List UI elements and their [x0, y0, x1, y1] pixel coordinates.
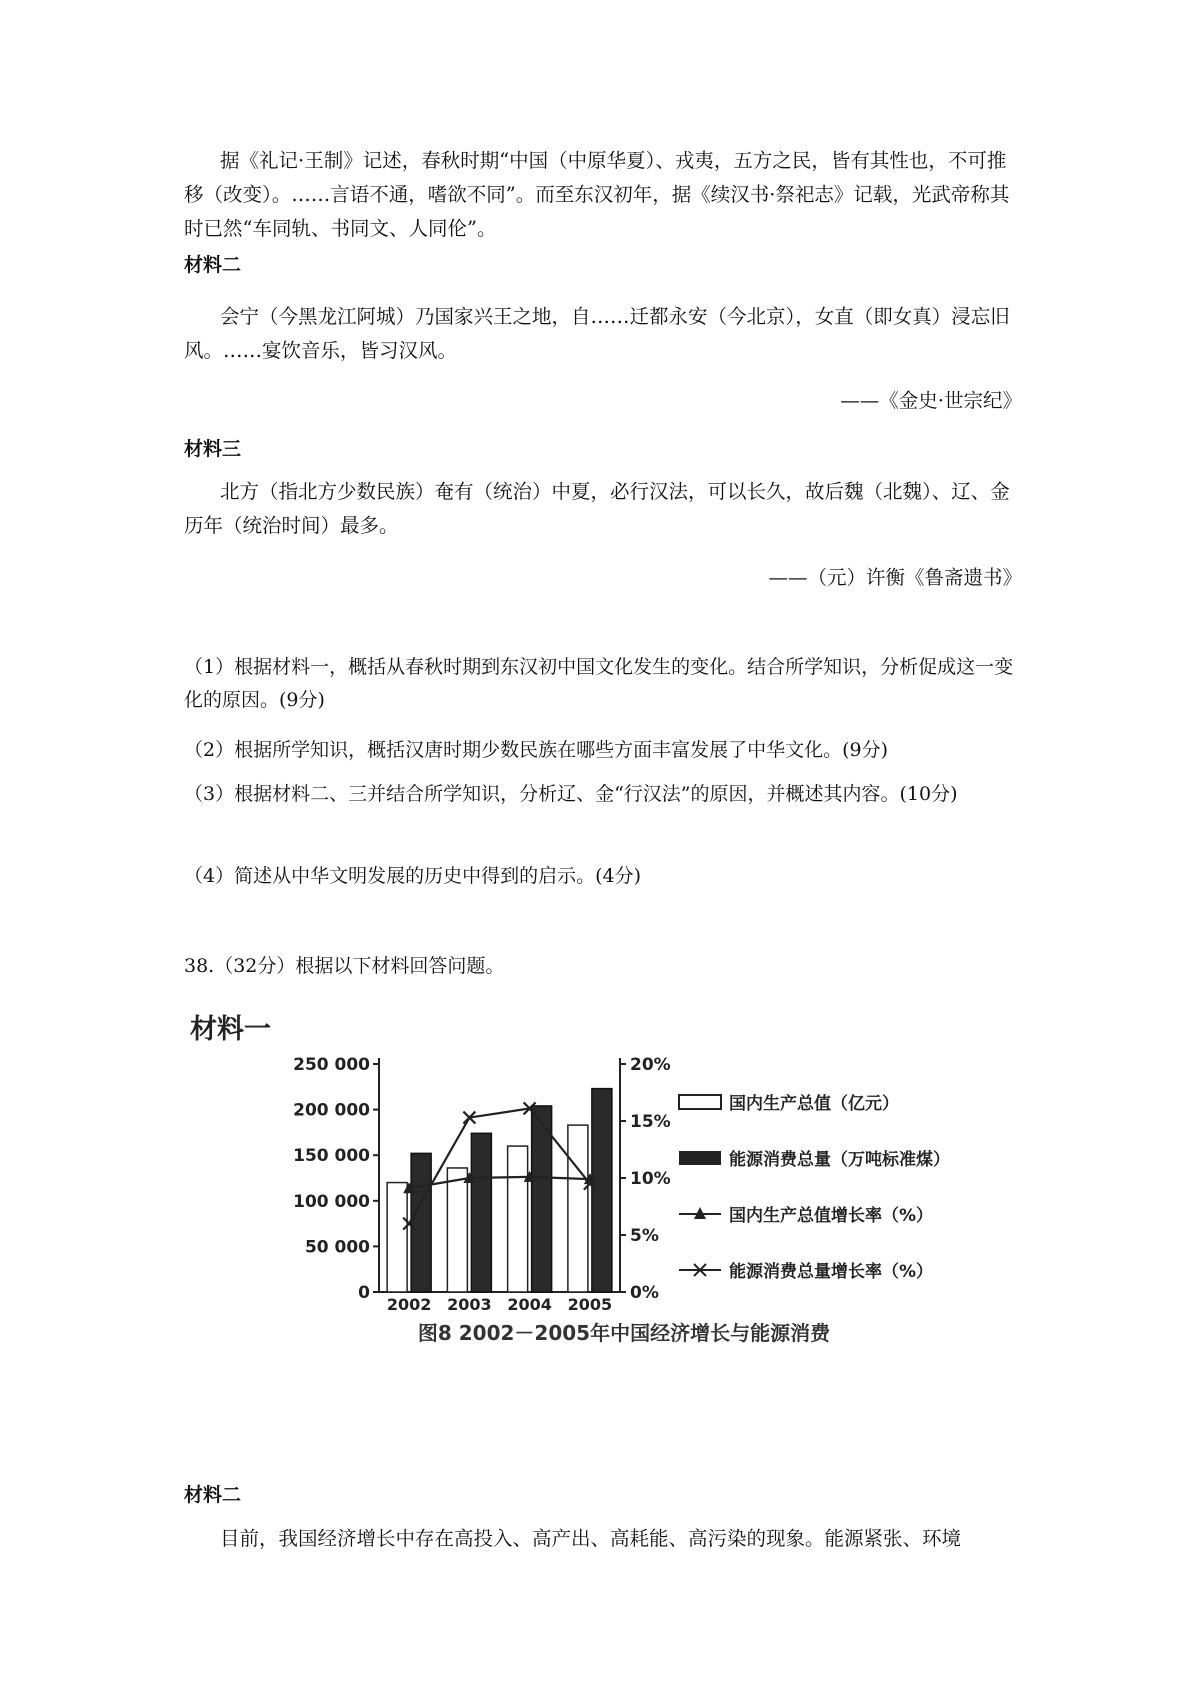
x-tick-label: 2005	[567, 1295, 613, 1314]
legend-label: 国内生产总值增长率（%）	[729, 1206, 934, 1226]
x-tick-label: 2004	[507, 1295, 552, 1314]
legend-label: 能源消费总量（万吨标准煤）	[729, 1150, 950, 1170]
bar-gdp	[387, 1183, 407, 1292]
question-2: （2）根据所学知识，概括汉唐时期少数民族在哪些方面丰富发展了中华文化。(9分)	[184, 739, 889, 761]
material2b-paragraph: 目前，我国经济增长中存在高投入、高产出、高耗能、高污染的现象。能源紧张、环境	[220, 1527, 962, 1550]
material1-paragraph: 据《礼记·王制》记述，春秋时期“中国（中原华夏）、戎夷，五方之民，皆有其性也，不可推移（改变）。……言语不通，嗜欲不同”。而至东汉初年，据《续汉书·祭祀志》记载，光武帝称其时已然“车同轨、书同文、人同伦”。	[184, 149, 1010, 240]
bar-energy	[592, 1089, 612, 1292]
right-tick-label: 15%	[630, 1112, 671, 1132]
material2-heading: 材料二	[184, 254, 242, 276]
right-tick-label: 20%	[630, 1055, 671, 1075]
right-tick-label: 5%	[630, 1226, 659, 1246]
x-tick-label: 2002	[386, 1295, 432, 1314]
plot-area	[293, 1055, 671, 1314]
material2b-heading: 材料二	[184, 1484, 242, 1506]
right-tick-label: 0%	[630, 1283, 659, 1303]
left-tick-label: 150 000	[293, 1146, 370, 1167]
material3-source: ——（元）许衡《鲁斋遗书》	[768, 566, 1022, 589]
question-1: （1）根据材料一，概括从春秋时期到东汉初中国文化发生的变化。结合所学知识，分析促成这一变化的原因。(9分)	[184, 656, 1014, 711]
left-tick-label: 250 000	[293, 1055, 370, 1075]
left-tick-label: 200 000	[293, 1100, 370, 1121]
right-tick-label: 10%	[630, 1169, 671, 1189]
bar-gdp	[447, 1168, 467, 1292]
left-tick-label: 0	[358, 1283, 370, 1303]
question-3: （3）根据材料二、三并结合所学知识，分析辽、金“行汉法”的原因，并概述其内容。(10分)	[184, 783, 958, 805]
bar-gdp	[508, 1146, 528, 1292]
x-tick-label: 2003	[447, 1295, 492, 1314]
legend-swatch-gdp	[679, 1095, 721, 1109]
material3-heading: 材料三	[184, 438, 242, 460]
material2-paragraph: 会宁（今黑龙江阿城）乃国家兴王之地，自……迁都永安（今北京），女直（即女真）浸忘旧风。……宴饮音乐，皆习汉风。	[184, 305, 1010, 362]
left-tick-label: 100 000	[293, 1191, 370, 1212]
line-gdp-growth	[409, 1177, 590, 1188]
chart-legend	[679, 1093, 950, 1282]
chart-title: 图8 2002－2005年中国经济增长与能源消费	[417, 1321, 831, 1345]
bar-energy	[411, 1153, 431, 1292]
question-4: （4）简述从中华文明发展的历史中得到的启示。(4分)	[184, 865, 642, 887]
line-energy-growth	[409, 1108, 590, 1223]
bar-energy	[471, 1133, 491, 1292]
bar-gdp	[568, 1125, 588, 1292]
q38-intro: 38.（32分）根据以下材料回答问题。	[184, 955, 505, 977]
legend-swatch-energy	[679, 1151, 721, 1165]
legend-label: 能源消费总量增长率（%）	[729, 1262, 934, 1282]
material3-paragraph: 北方（指北方少数民族）奄有（统治）中夏，必行汉法，可以长久，故后魏（北魏）、辽、金历年（统治时间）最多。	[184, 480, 1010, 537]
chart-material-label: 材料一	[190, 1014, 271, 1045]
legend-label: 国内生产总值（亿元）	[729, 1094, 899, 1114]
chart-figure	[184, 1002, 1044, 1362]
material2-source: ——《金史·世宗纪》	[840, 389, 1022, 412]
left-tick-label: 50 000	[304, 1237, 370, 1258]
